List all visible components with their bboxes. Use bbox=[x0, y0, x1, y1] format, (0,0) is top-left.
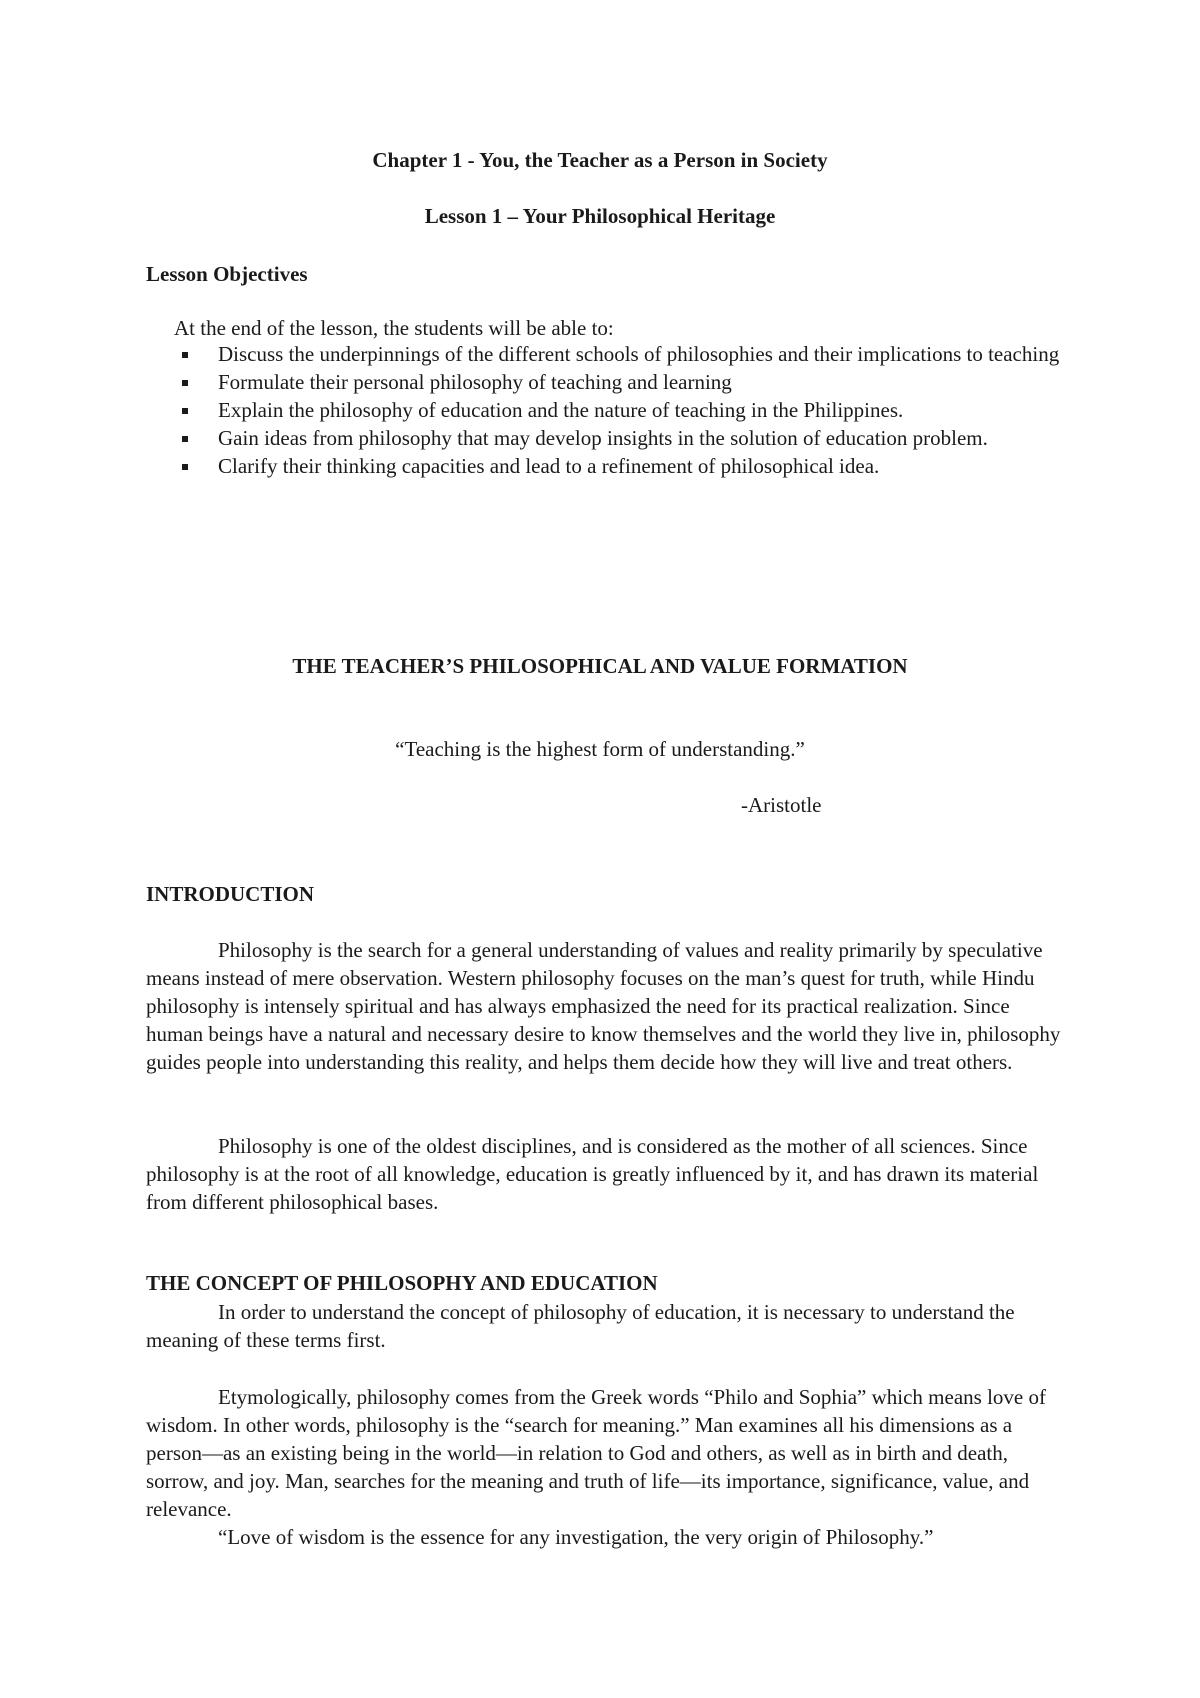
objective-text: Explain the philosophy of education and the nature of teaching in the Philippines. bbox=[218, 398, 904, 422]
square-bullet-icon bbox=[182, 464, 188, 470]
square-bullet-icon bbox=[182, 352, 188, 358]
quote-text: “Teaching is the highest form of understanding.” bbox=[395, 737, 805, 761]
objective-text: Discuss the underpinnings of the different schools of philosophies and their implications to teaching bbox=[218, 342, 1060, 366]
concept-heading: THE CONCEPT OF PHILOSOPHY AND EDUCATION bbox=[146, 1271, 658, 1295]
square-bullet-icon bbox=[182, 408, 188, 414]
objective-text: Gain ideas from philosophy that may develop insights in the solution of education problem. bbox=[218, 426, 988, 450]
objectives-heading: Lesson Objectives bbox=[146, 262, 308, 286]
objectives-intro: At the end of the lesson, the students will be able to: bbox=[174, 316, 614, 340]
objective-text: Clarify their thinking capacities and lead to a refinement of philosophical idea. bbox=[218, 454, 880, 478]
objectives-list bbox=[170, 340, 1070, 480]
square-bullet-icon bbox=[182, 380, 188, 386]
objective-item bbox=[170, 340, 1070, 368]
objective-item bbox=[170, 424, 1070, 452]
objective-item bbox=[170, 452, 1070, 480]
objective-text: Formulate their personal philosophy of teaching and learning bbox=[218, 370, 732, 394]
concept-paragraph: In order to understand the concept of philosophy of education, it is necessary to understand the meaning of these terms first. bbox=[146, 1300, 1015, 1352]
objective-item bbox=[170, 368, 1070, 396]
introduction-paragraph: Philosophy is one of the oldest disciplines, and is considered as the mother of all sciences. Since philosophy is at the root of all knowledge, education is greatly influenced by it, and has drawn its material from different philosophical bases. bbox=[146, 1134, 1039, 1214]
introduction-heading: INTRODUCTION bbox=[146, 882, 315, 906]
quote-author: -Aristotle bbox=[741, 793, 822, 817]
concept-paragraph: “Love of wisdom is the essence for any investigation, the very origin of Philosophy.” bbox=[218, 1525, 934, 1549]
concept-paragraph: Etymologically, philosophy comes from the Greek words “Philo and Sophia” which means love of wisdom. In other words, philosophy is the “search for meaning.” Man examines all his dimensions as a person—as an existing being in the world—in relation to God and others, as well as in birth and death, sorrow, and joy. Man, searches for the meaning and truth of life—its importance, significance, value, and relevance. bbox=[146, 1385, 1046, 1521]
chapter-title: Chapter 1 - You, the Teacher as a Person in Society bbox=[372, 148, 828, 172]
introduction-paragraph: Philosophy is the search for a general understanding of values and reality primarily by speculative means instead of mere observation. Western philosophy focuses on the man’s quest for truth, while Hindu philosophy is intensely spiritual and has always emphasized the need for its practical realization. Since human beings have a natural and necessary desire to know themselves and the world they live in, philosophy guides people into understanding this reality, and helps them decide how they will live and treat others. bbox=[146, 938, 1061, 1074]
section-title: THE TEACHER’S PHILOSOPHICAL AND VALUE FORMATION bbox=[292, 654, 908, 678]
square-bullet-icon bbox=[182, 436, 188, 442]
objective-item bbox=[170, 396, 1070, 424]
lesson-title: Lesson 1 – Your Philosophical Heritage bbox=[424, 204, 776, 228]
